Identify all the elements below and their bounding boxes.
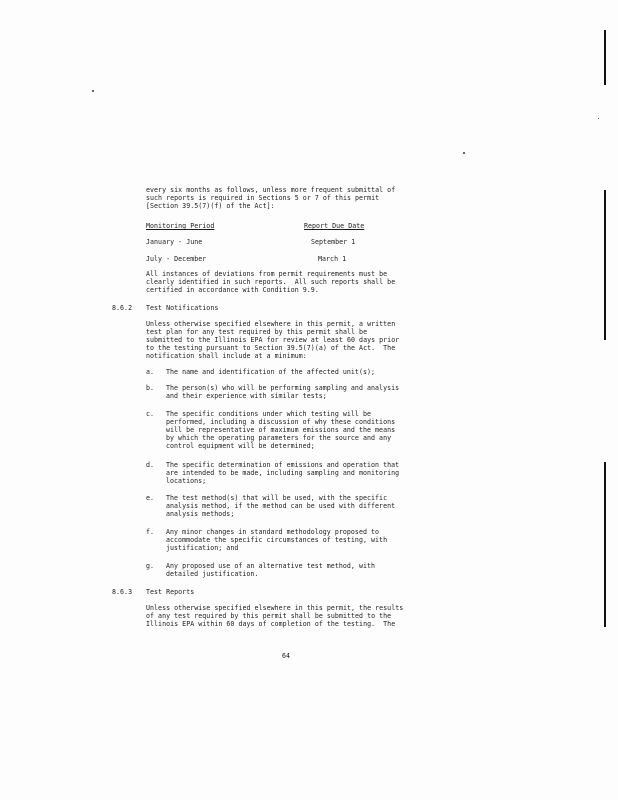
intro-line: [Section 39.5(7)(f) of the Act]: — [146, 202, 275, 210]
scan-speck — [463, 152, 465, 154]
list-item-letter: e. — [146, 494, 155, 502]
list-item-letter: a. — [146, 368, 155, 376]
schedule-row-period: July - December — [146, 255, 207, 263]
list-item-line: and their experience with similar tests; — [166, 392, 327, 400]
revision-bar-bottom — [604, 462, 606, 627]
revision-bar-middle — [604, 190, 606, 340]
schedule-header-due: Report Due Date — [304, 222, 365, 230]
section-number: 8.6.2 — [112, 304, 133, 312]
list-item-line: The name and identification of the affected unit(s); — [166, 368, 376, 376]
list-item-line: analysis methods; — [166, 510, 235, 518]
list-item-line: by which the operating parameters for the source and any — [166, 434, 392, 442]
paragraph-line: submitted to the Illinois EPA for review at least 60 days prior — [146, 336, 400, 344]
list-item-line: detailed justification. — [166, 570, 259, 578]
paragraph-line: test plan for any test required by this permit shall be — [146, 328, 368, 336]
intro-line: every six months as follows, unless more frequent submittal of — [146, 186, 396, 194]
list-item-line: performed, including a discussion of why these conditions — [166, 418, 396, 426]
scan-speck — [598, 118, 599, 119]
section-number: 8.6.3 — [112, 588, 133, 596]
list-item-line: Any proposed use of an alternative test method, with — [166, 562, 376, 570]
schedule-row-due: September 1 — [311, 238, 356, 246]
list-item-line: accommodate the specific circumstances of testing, with — [166, 536, 388, 544]
scan-speck — [92, 90, 94, 92]
revision-bar-top — [604, 30, 606, 85]
list-item-line: Any minor changes in standard methodology proposed to — [166, 528, 380, 536]
paragraph-line: notification shall include at a minimum: — [146, 352, 307, 360]
list-item-line: will be representative of maximum emissions and the means — [166, 426, 396, 434]
list-item-letter: g. — [146, 562, 155, 570]
list-item-line: locations; — [166, 477, 207, 485]
intro-line: such reports is required in Sections 5 or 7 of this permit — [146, 194, 380, 202]
list-item-line: The test method(s) that will be used, with the specific — [166, 494, 388, 502]
paragraph-line: of any test required by this permit shall be submitted to the — [146, 612, 392, 620]
schedule-row-due: March 1 — [318, 255, 347, 263]
list-item-line: are intended to be made, including sampling and monitoring — [166, 469, 400, 477]
list-item-letter: f. — [146, 528, 155, 536]
section-title: Test Reports — [146, 588, 195, 596]
list-item-letter: b. — [146, 384, 155, 392]
page-number: 64 — [282, 652, 291, 660]
list-item-line: control equipment will be determined; — [166, 442, 315, 450]
list-item-letter: d. — [146, 461, 155, 469]
paragraph-line: Illinois EPA within 60 days of completion of the testing. The — [146, 620, 396, 628]
paragraph-line: Unless otherwise specified elsewhere in this permit, a written — [146, 320, 396, 328]
deviation-line: clearly identified in such reports. All such reports shall be — [146, 278, 396, 286]
section-title: Test Notifications — [146, 304, 219, 312]
deviation-line: All instances of deviations from permit requirements must be — [146, 270, 388, 278]
list-item-line: The specific determination of emissions and operation that — [166, 461, 400, 469]
deviation-line: certified in accordance with Condition 9.9. — [146, 286, 319, 294]
schedule-row-period: January - June — [146, 238, 203, 246]
list-item-line: analysis method, if the method can be used with different — [166, 502, 396, 510]
list-item-line: The person(s) who will be performing sampling and analysis — [166, 384, 400, 392]
list-item-line: The specific conditions under which testing will be — [166, 410, 372, 418]
paragraph-line: Unless otherwise specified elsewhere in this permit, the results — [146, 604, 404, 612]
schedule-header-period: Monitoring Period — [146, 222, 215, 230]
list-item-line: justification; and — [166, 544, 239, 552]
paragraph-line: to the testing pursuant to Section 39.5(7)(a) of the Act. The — [146, 344, 396, 352]
list-item-letter: c. — [146, 410, 155, 418]
